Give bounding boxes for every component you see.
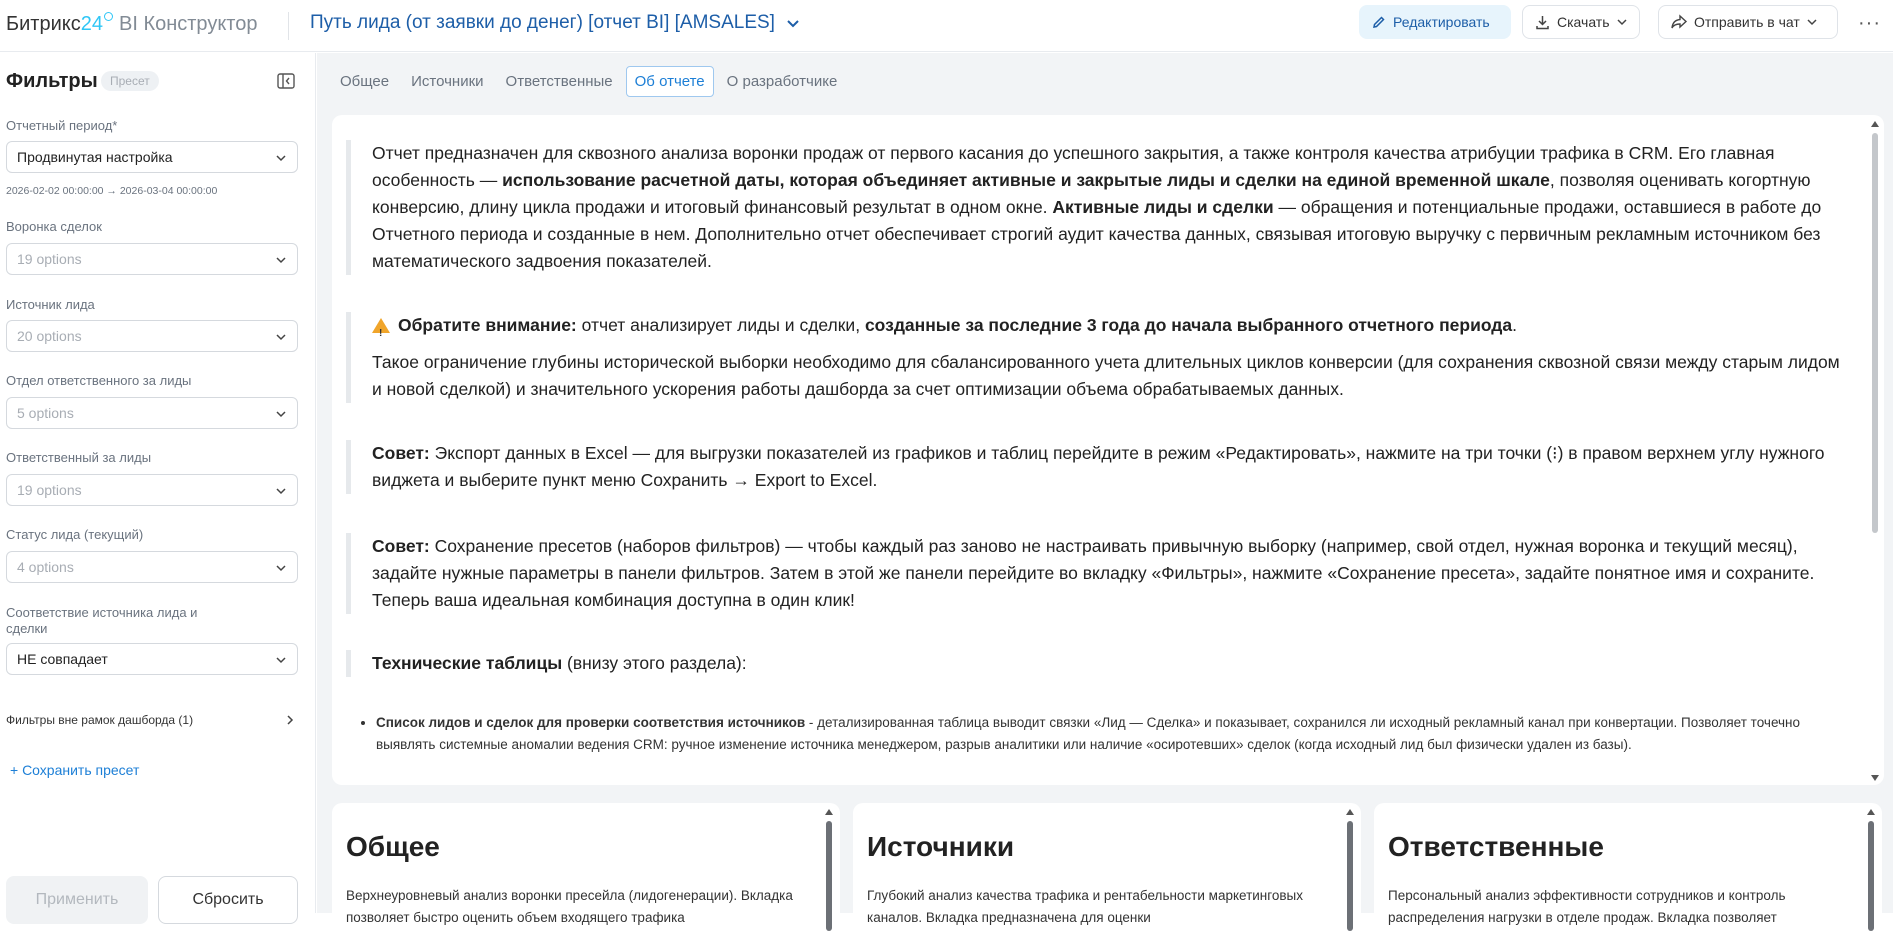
card-text-general: Верхнеуровневый анализ воронки пресейла (лидогенерации). Вкладка позволяет быстро оценить объем входящего трафика (346, 888, 793, 925)
send-chevron-down-icon (1807, 17, 1817, 27)
report-title[interactable]: Путь лида (от заявки до денег) [отчет BI] [AMSALES] (310, 12, 775, 33)
filter-select-funnel[interactable] (6, 243, 298, 275)
edit-button-label: Редактировать (1393, 14, 1490, 30)
save-preset-link[interactable]: + Сохранить пресет (10, 762, 140, 778)
card-title-responsible: Ответственные (1388, 831, 1604, 862)
pencil-icon (1372, 15, 1386, 29)
logo-clock-icon (104, 12, 113, 21)
filter-label-source-match: Соответствие источника лида и сделки (6, 605, 198, 636)
card-text-responsible: Персональный анализ эффективности сотрудников и контроль распределения нагрузки в отделе продаж. Вкладка позволяет (1388, 888, 1786, 925)
card-title-sources: Источники (867, 831, 1015, 862)
report-title-chevron-down-icon[interactable] (786, 17, 800, 31)
summary-card-sources (853, 803, 1361, 933)
send-to-chat-label: Отправить в чат (1694, 14, 1800, 30)
collapse-sidebar-icon[interactable] (277, 73, 295, 89)
scroll-thumb[interactable] (1872, 133, 1878, 533)
chevron-down-icon (275, 654, 287, 666)
apply-button[interactable]: Применить (6, 876, 148, 924)
logo-brand: Битрикс (6, 13, 81, 35)
scroll-up-arrow-icon[interactable] (1867, 809, 1875, 815)
intro-bold-2: Активные лиды и сделки (1052, 197, 1274, 217)
send-to-chat-button[interactable] (1658, 5, 1838, 39)
outside-filters-label: Фильтры вне рамок дашборда (1) (6, 713, 194, 727)
scroll-thumb[interactable] (1347, 821, 1353, 931)
summary-card-responsible (1374, 803, 1882, 933)
filter-label-responsible: Ответственный за лиды (6, 450, 152, 465)
card-text-sources: Глубокий анализ качества трафика и рентабельности маркетинговых каналов. Вкладка предназначена для оценки (867, 888, 1304, 925)
warning-line (372, 312, 1846, 339)
filters-sidebar (0, 53, 316, 913)
tab-sources[interactable]: Источники (411, 73, 484, 90)
main-area (317, 53, 1893, 925)
scroll-thumb[interactable] (1868, 821, 1874, 931)
top-bar (0, 0, 1893, 52)
summary-card-general (332, 803, 840, 933)
chevron-down-icon (275, 254, 287, 266)
chevron-down-icon (275, 331, 287, 343)
download-button[interactable] (1522, 5, 1640, 39)
intro-bold-1: использование расчетной даты, которая объединяет активные и закрытые лиды и сделки на единой временной шкале (502, 170, 1550, 190)
download-icon (1535, 15, 1550, 30)
filter-label-period: Отчетный период* (6, 118, 118, 133)
filter-label-funnel: Воронка сделок (6, 219, 102, 234)
chevron-down-icon (275, 485, 287, 497)
list-item-bold: Список лидов и сделок для проверки соответствия источников (376, 715, 806, 730)
scroll-up-arrow-icon[interactable] (1346, 809, 1354, 815)
warning-bold-label: Обратите внимание: (398, 315, 577, 335)
tech-tables-list (372, 712, 1852, 756)
scroll-up-arrow-icon[interactable] (825, 809, 833, 815)
download-button-label: Скачать (1557, 14, 1610, 30)
filter-select-department[interactable] (6, 397, 298, 429)
card-scrollbar[interactable] (1345, 809, 1355, 929)
preset-badge: Пресет (101, 71, 159, 91)
edit-button[interactable] (1359, 5, 1511, 39)
filter-select-period[interactable] (6, 141, 298, 173)
tip-export-text: Экспорт данных в Excel — для выгрузки показателей из графиков и таблиц перейдите в режим «Редактировать», нажмите на три точки (⁝) в правом верхнем углу нужного виджета и выберите пункт меню Сохранить → Export to Excel. (372, 443, 1825, 490)
tab-general[interactable]: Общее (340, 73, 390, 90)
chevron-down-icon (275, 408, 287, 420)
intro-block (346, 140, 1846, 275)
filter-value-lead-source: 20 options (17, 328, 82, 344)
filter-select-responsible[interactable] (6, 474, 298, 506)
filter-value-responsible: 19 options (17, 482, 82, 498)
intro-text-3: — обращения и потенциальные продажи, оставшиеся в работе до Отчетного периода и созданные в нем. Дополнительно отчет обеспечивает строгий аудит качества данных, связывая итоговую выручку с первичным рекламным источником без математического задвоения показателей. (372, 197, 1822, 271)
tech-tables-bold: Технические таблицы (372, 653, 563, 673)
reset-button[interactable]: Сбросить (158, 876, 298, 924)
warning-bold-2: созданные за последние 3 года до начала выбранного отчетного периода (864, 315, 1513, 335)
logo-number: 24 (80, 13, 103, 35)
chevron-down-icon (275, 562, 287, 574)
tip-label: Совет: (372, 536, 430, 556)
warning-icon (372, 318, 390, 333)
tab-responsible[interactable]: Ответственные (505, 73, 613, 90)
filter-select-lead-source[interactable] (6, 320, 298, 352)
warning-text: отчет анализирует лиды и сделки, (576, 315, 865, 335)
filter-value-funnel: 19 options (17, 251, 82, 267)
warning-block (346, 312, 1846, 403)
filter-value-lead-status: 4 options (17, 559, 74, 575)
header-divider (288, 12, 289, 40)
download-chevron-down-icon (1617, 17, 1627, 27)
filters-title: Фильтры (6, 70, 98, 92)
logo-product: BI Конструктор (118, 13, 258, 35)
filter-select-lead-status[interactable] (6, 551, 298, 583)
tip-label: Совет: (372, 443, 430, 463)
intro-text-1: Отчет предназначен для сквозного анализа воронки продаж от первого касания до успешного закрытия, а также контроля качества атрибуции трафика в CRM. Его главная особенность — (372, 143, 1775, 190)
card-title-general: Общее (346, 831, 440, 862)
chevron-down-icon (275, 152, 287, 164)
tab-about-developer[interactable]: О разработчике (726, 73, 838, 90)
scroll-down-arrow-icon[interactable] (1871, 775, 1879, 781)
filter-label-department: Отдел ответственного за лиды (6, 373, 192, 388)
tab-about-report[interactable]: Об отчете (626, 66, 714, 97)
filter-value-period: Продвинутая настройка (17, 149, 173, 165)
tip-presets-block (346, 533, 1846, 614)
filter-label-lead-source: Источник лида (6, 297, 95, 312)
scroll-up-arrow-icon[interactable] (1871, 121, 1879, 127)
tech-tables-heading (346, 650, 1846, 677)
dashboard-tabs (331, 66, 846, 97)
list-item (376, 712, 1852, 756)
tip-presets-text: Сохранение пресетов (наборов фильтров) — чтобы каждый раз заново не настраивать привычную выборку (например, свой отдел, нужная воронка и текущий месяц), задайте нужные параметры в панели фильтров. Затем в этой же панели перейдите во вкладку «Фильтры», нажмите «Сохранение пресета», задайте понятное имя и сохраните. Теперь ваша идеальная комбинация доступна в один клик! (372, 536, 1815, 610)
app-logo[interactable] (6, 12, 257, 36)
list-item-text: - детализированная таблица выводит связки «Лид — Сделка» и показывает, сохранился ли исходный рекламный канал при конвертации. Позволяет точечно выявлять системные аномалии ведения CRM: ручное изменение источника менеджером, разрыв аналитики или наличие «осиротевших» сделок (когда исходный лид был физически удален из базы). (376, 715, 1800, 752)
scroll-thumb[interactable] (826, 821, 832, 931)
share-arrow-icon (1671, 15, 1687, 29)
outside-filters-link[interactable] (6, 713, 296, 727)
card-scrollbar[interactable] (824, 809, 834, 929)
warning-end: . (1512, 315, 1517, 335)
filter-value-source-match: НЕ совпадает (17, 651, 108, 667)
filter-value-department: 5 options (17, 405, 74, 421)
warning-paragraph-2: Такое ограничение глубины исторической выборки необходимо для сбалансированного учета длительных циклов конверсии (для сохранения сквозной связи между старым лидом и новой сделкой) и значительного ускорения работы дашборда за счет оптимизации объема обрабатываемых данных. (372, 352, 1840, 399)
filter-select-source-match[interactable] (6, 643, 298, 675)
intro-text-2: , позволяя оценивать когортную конверсию, длину цикла продажи и итоговый финансовый результат в одном окне. (372, 170, 1811, 217)
tip-export-block (346, 440, 1846, 494)
chevron-right-icon (284, 714, 296, 726)
card-scrollbar[interactable] (1866, 809, 1876, 929)
content-scrollbar[interactable] (1870, 121, 1880, 781)
about-report-card (332, 115, 1884, 785)
filter-label-lead-status: Статус лида (текущий) (6, 527, 144, 542)
filter-date-range: 2026-02-02 00:00:00 → 2026-03-04 00:00:00 (6, 185, 218, 197)
more-menu-icon[interactable]: ··· (1858, 12, 1881, 34)
tech-tables-text: (внизу этого раздела): (562, 653, 747, 673)
